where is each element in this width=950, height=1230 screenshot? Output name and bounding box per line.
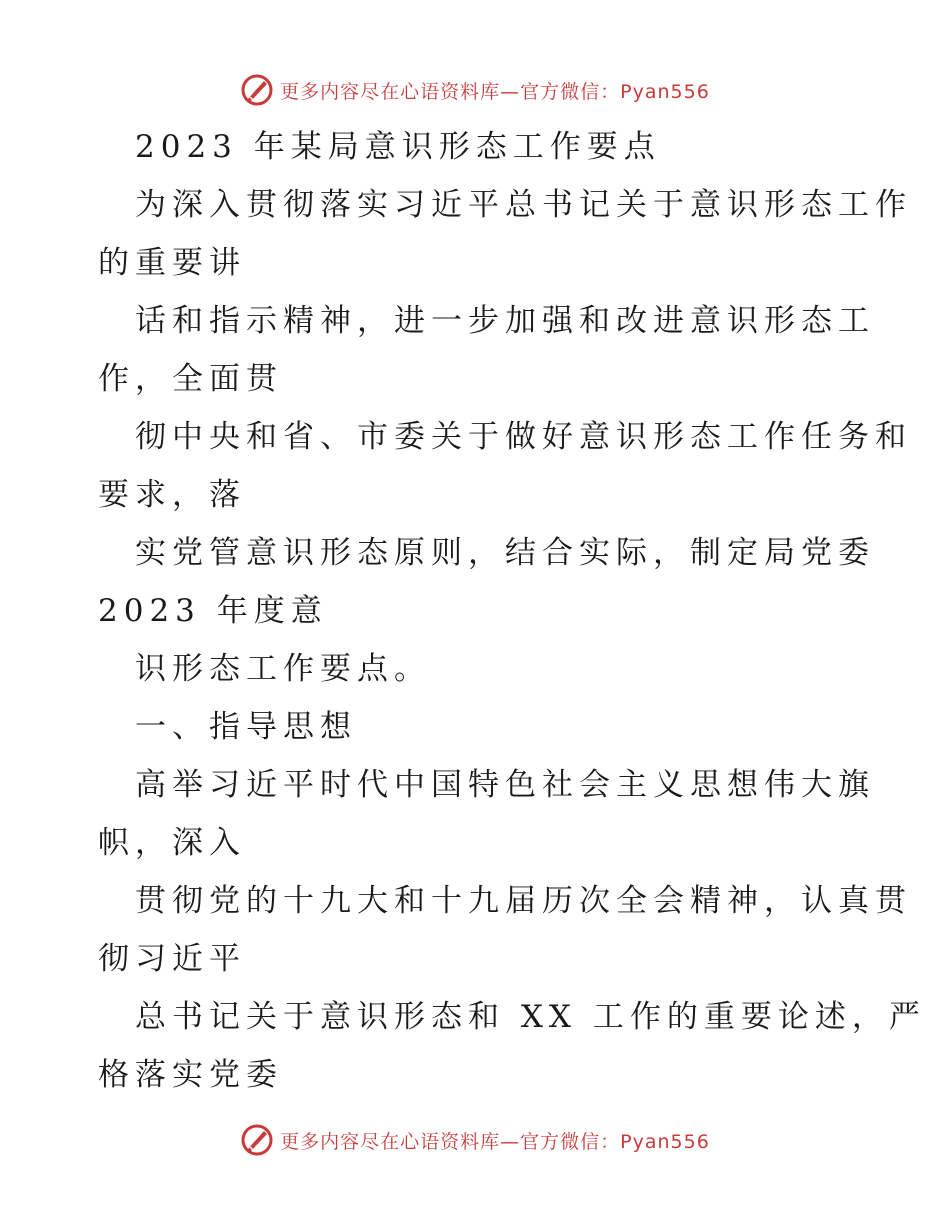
doc-line: 总书记关于意识形态和 XX 工作的重要论述，严 (135, 999, 926, 1035)
doc-line: 格落实党委 (98, 1057, 283, 1093)
doc-title: 2023 年某局意识形态工作要点 (135, 129, 661, 165)
doc-line: 话和指示精神，进一步加强和改进意识形态工 (135, 303, 875, 339)
quill-pen-logo-icon (240, 73, 274, 107)
doc-line: 彻习近平 (98, 941, 246, 977)
doc-line: 的重要讲 (98, 245, 246, 281)
header-watermark (0, 70, 950, 110)
doc-line: 识形态工作要点。 (135, 651, 431, 687)
quill-pen-logo-icon (240, 1123, 274, 1157)
doc-line: 贯彻党的十九大和十九届历次全会精神，认真贯 (135, 883, 912, 919)
doc-line: 作，全面贯 (98, 361, 283, 397)
document-body (98, 118, 926, 1104)
doc-line: 帜，深入 (98, 825, 246, 861)
section-heading: 一、指导思想 (135, 709, 357, 745)
doc-line: 要求，落 (98, 477, 246, 513)
doc-line: 彻中央和省、市委关于做好意识形态工作任务和 (135, 419, 912, 455)
doc-line: 高举习近平时代中国特色社会主义思想伟大旗 (135, 767, 875, 803)
doc-line: 为深入贯彻落实习近平总书记关于意识形态工作 (135, 187, 912, 223)
footer-watermark (0, 1120, 950, 1160)
doc-line: 实党管意识形态原则，结合实际，制定局党委 (135, 535, 875, 571)
doc-line: 2023 年度意 (98, 593, 328, 629)
footer-watermark-text: 更多内容尽在心语资料库—官方微信：Pyan556 (280, 1130, 710, 1153)
header-watermark-text: 更多内容尽在心语资料库—官方微信：Pyan556 (280, 80, 710, 103)
